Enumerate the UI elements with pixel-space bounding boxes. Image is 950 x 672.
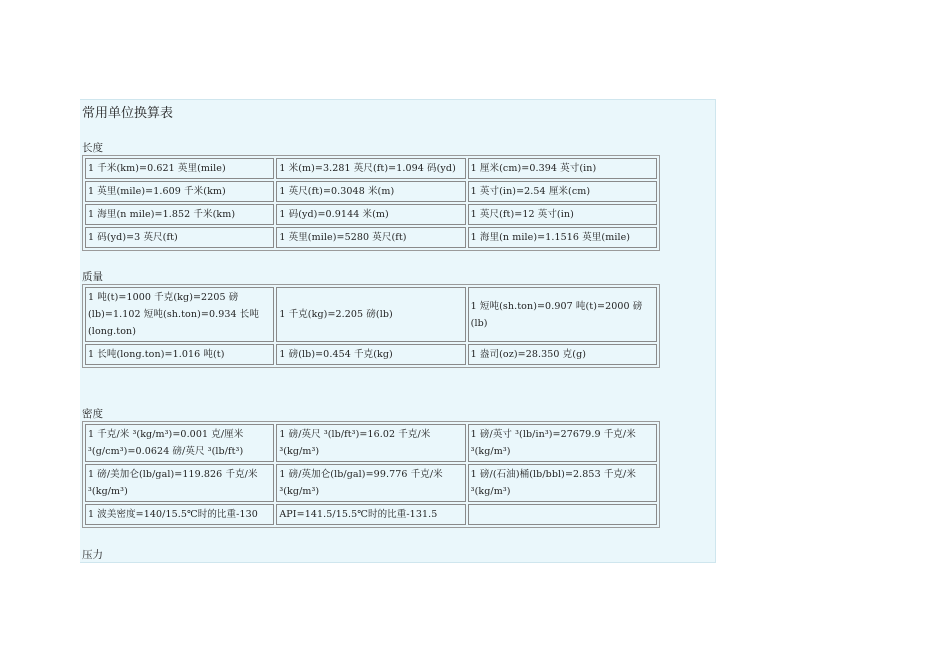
- table-row: [85, 344, 657, 365]
- table-cell: 1 码(yd)=3 英尺(ft): [85, 227, 274, 248]
- table-row: [85, 181, 657, 202]
- table-cell: 1 磅/(石油)桶(lb/bbl)=2.853 千克/米 ³(kg/m³): [468, 464, 657, 502]
- table-cell: 1 厘米(cm)=0.394 英寸(in): [468, 158, 657, 179]
- table-cell: 1 磅/英加仑(lb/gal)=99.776 千克/米 ³(kg/m³): [276, 464, 465, 502]
- section-heading-density: 密度: [82, 408, 103, 420]
- table-cell: 1 磅/英尺 ³(lb/ft³)=16.02 千克/米 ³(kg/m³): [276, 424, 465, 462]
- length-table: [82, 155, 660, 251]
- table-cell: 1 海里(n mile)=1.852 千米(km): [85, 204, 274, 225]
- table-cell: 1 短吨(sh.ton)=0.907 吨(t)=2000 磅(lb): [468, 287, 657, 342]
- page-title: 常用单位换算表: [82, 106, 174, 121]
- table-cell: 1 海里(n mile)=1.1516 英里(mile): [468, 227, 657, 248]
- table-cell: 1 磅(lb)=0.454 千克(kg): [276, 344, 465, 365]
- table-cell: 1 米(m)=3.281 英尺(ft)=1.094 码(yd): [276, 158, 465, 179]
- table-cell: 1 磅/英寸 ³(lb/in³)=27679.9 千克/米 ³(kg/m³): [468, 424, 657, 462]
- table-row: [85, 464, 657, 502]
- table-cell: 1 千克(kg)=2.205 磅(lb): [276, 287, 465, 342]
- section-heading-mass: 质量: [82, 271, 103, 283]
- table-cell: 1 千米(km)=0.621 英里(mile): [85, 158, 274, 179]
- table-cell: 1 英尺(ft)=12 英寸(in): [468, 204, 657, 225]
- table-cell: 1 英尺(ft)=0.3048 米(m): [276, 181, 465, 202]
- table-cell: 1 磅/美加仑(lb/gal)=119.826 千克/米 ³(kg/m³): [85, 464, 274, 502]
- table-row: [85, 227, 657, 248]
- conversion-panel: [80, 99, 716, 563]
- table-cell: 1 英寸(in)=2.54 厘米(cm): [468, 181, 657, 202]
- density-table: [82, 421, 660, 528]
- table-cell: 1 千克/米 ³(kg/m³)=0.001 克/厘米 ³(g/cm³)=0.0624 磅/英尺 ³(lb/ft³): [85, 424, 274, 462]
- table-cell: 1 长吨(long.ton)=1.016 吨(t): [85, 344, 274, 365]
- table-cell: 1 吨(t)=1000 千克(kg)=2205 磅(lb)=1.102 短吨(sh.ton)=0.934 长吨(long.ton): [85, 287, 274, 342]
- table-row: [85, 504, 657, 525]
- section-heading-length: 长度: [82, 142, 103, 154]
- table-row: [85, 158, 657, 179]
- section-heading-pressure: 压力: [82, 549, 103, 561]
- mass-table: [82, 284, 660, 368]
- table-cell: 1 波美密度=140/15.5℃时的比重-130: [85, 504, 274, 525]
- table-cell: API=141.5/15.5℃时的比重-131.5: [276, 504, 465, 525]
- table-cell: 1 盎司(oz)=28.350 克(g): [468, 344, 657, 365]
- table-cell: 1 英里(mile)=1.609 千米(km): [85, 181, 274, 202]
- table-row: [85, 204, 657, 225]
- table-cell: [468, 504, 657, 525]
- table-cell: 1 码(yd)=0.9144 米(m): [276, 204, 465, 225]
- table-cell: 1 英里(mile)=5280 英尺(ft): [276, 227, 465, 248]
- table-row: [85, 424, 657, 462]
- table-row: [85, 287, 657, 342]
